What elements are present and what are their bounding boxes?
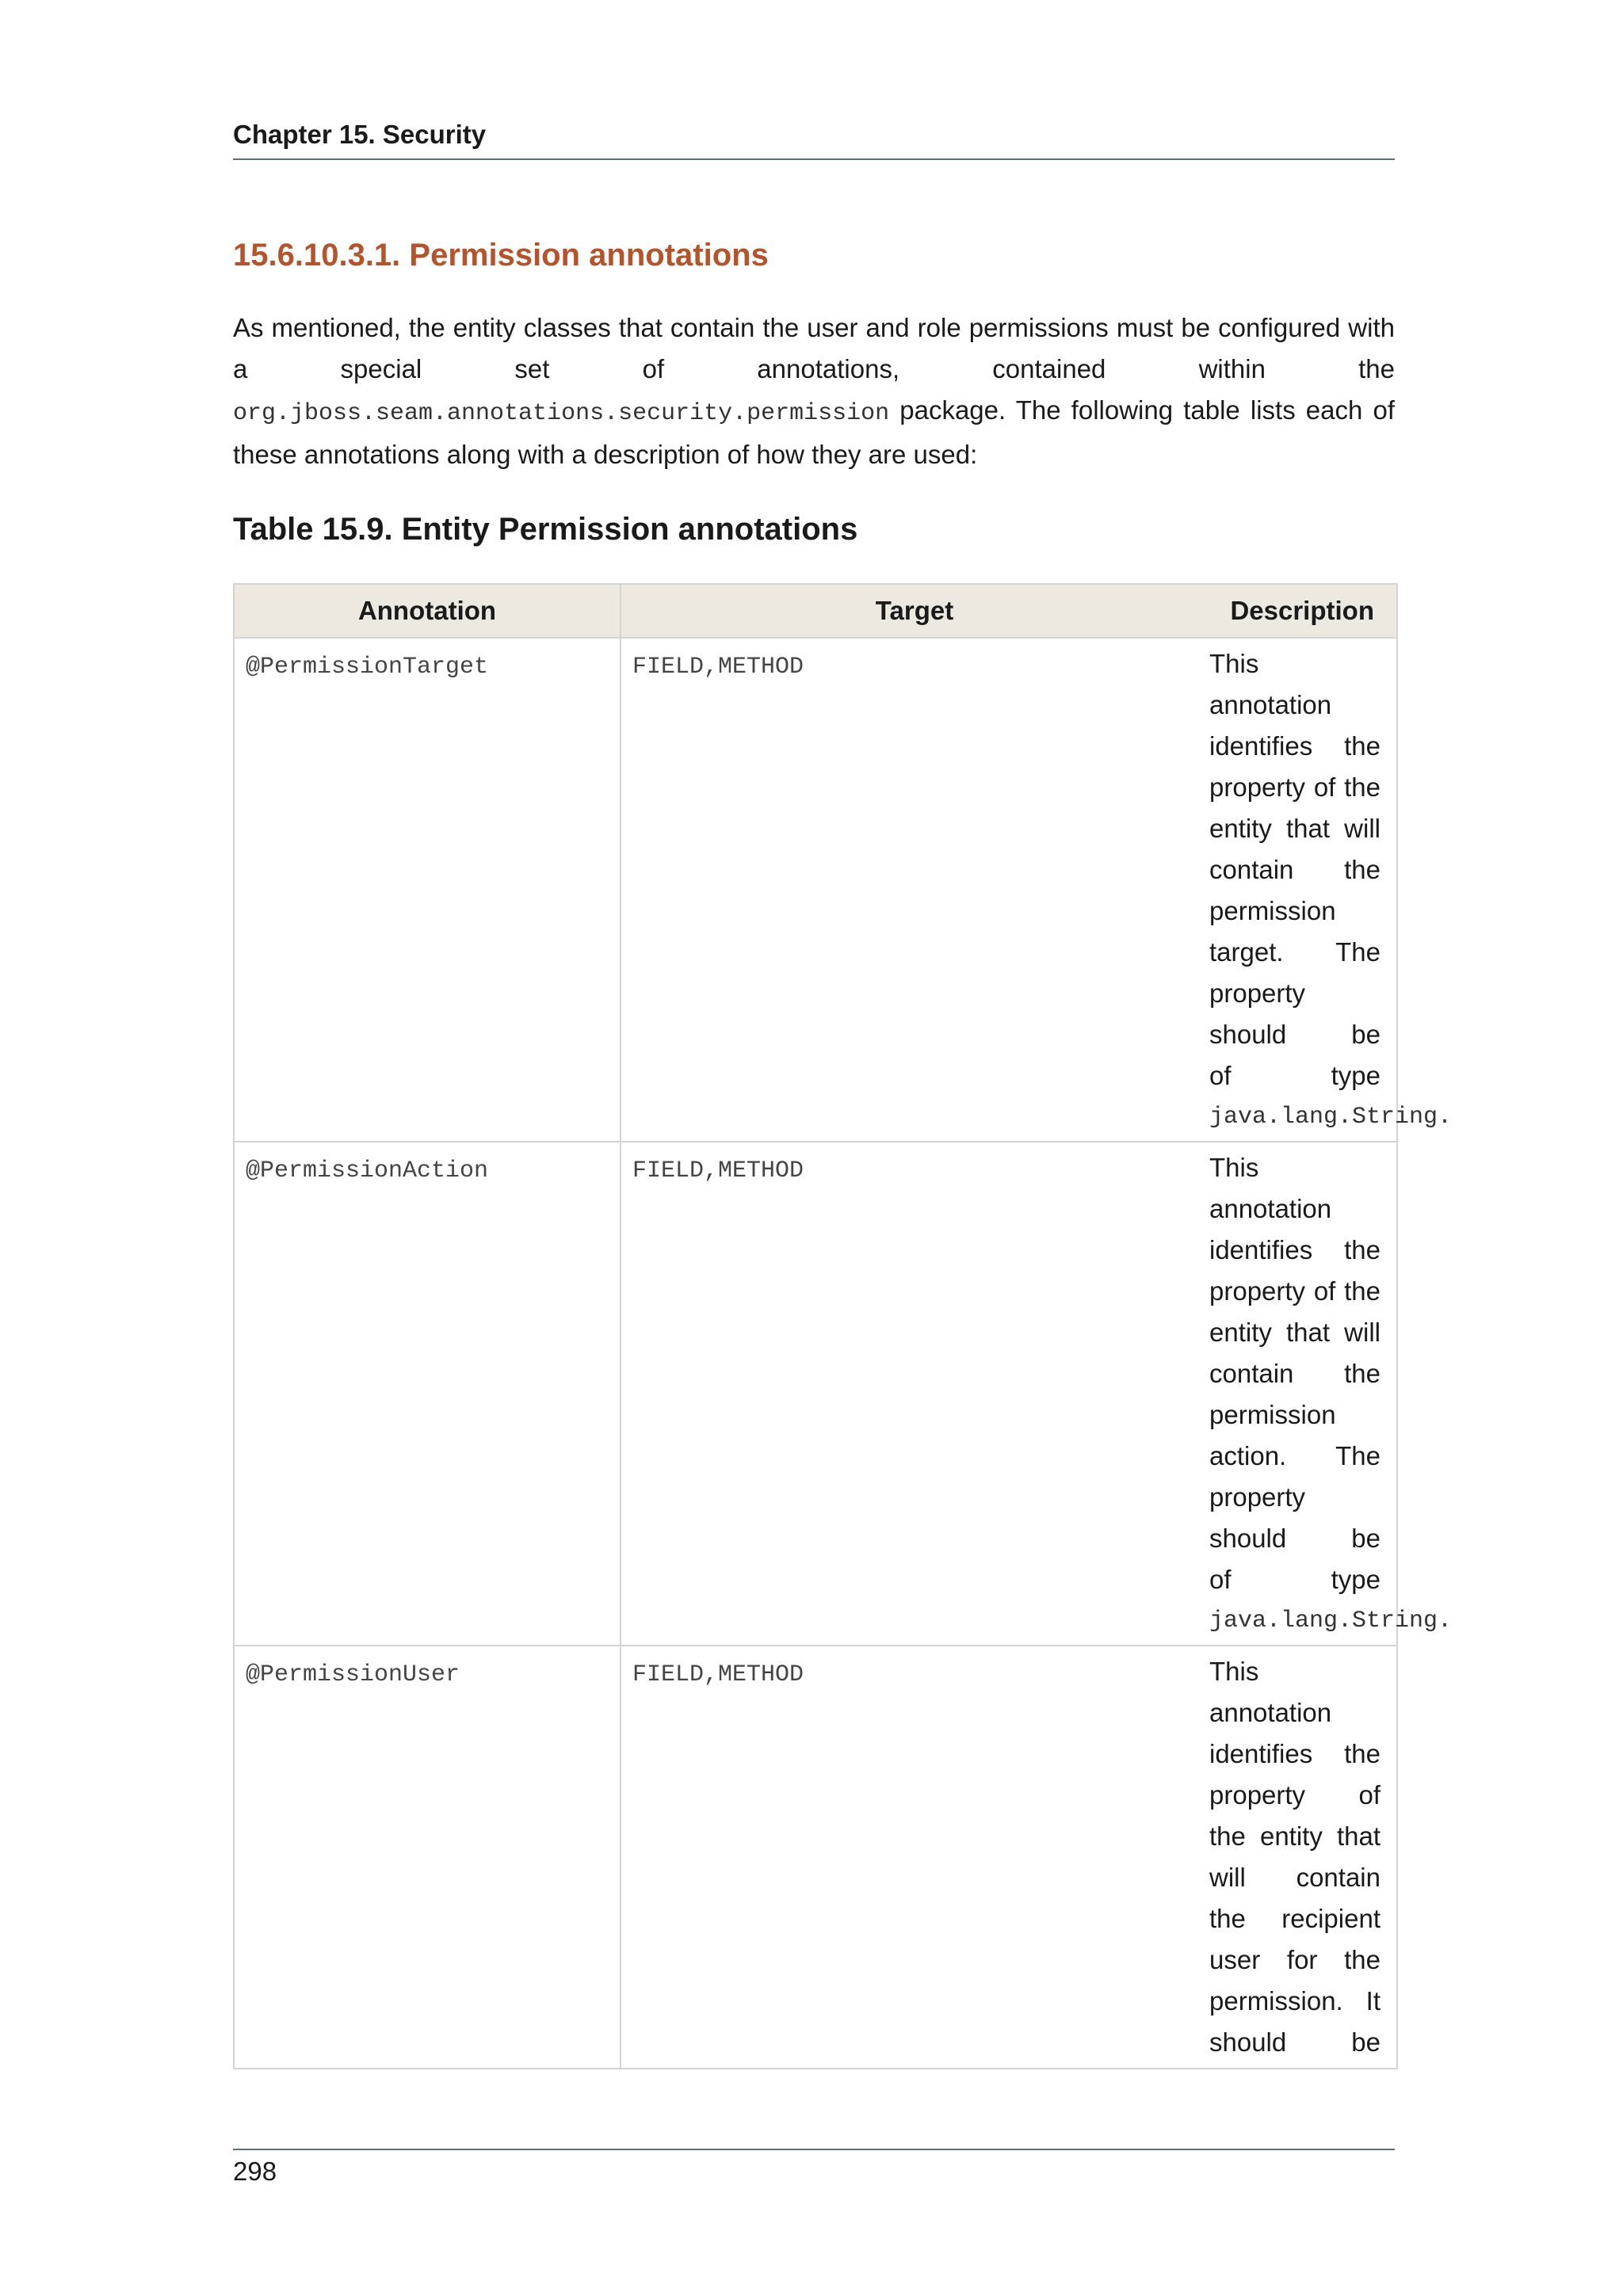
description-line: permission. It <box>1209 1986 1381 2016</box>
footer-rule <box>233 2149 1395 2150</box>
header-target-cell <box>621 584 1397 638</box>
intro-text-after: package. The following table lists each of these annotations along with a description of how they are used: <box>233 395 1395 469</box>
description-line: property <box>1209 1482 1306 1512</box>
description-line: property <box>1209 978 1306 1008</box>
description-line: contain the <box>1209 855 1381 884</box>
description-code: java.lang.String. <box>1209 1104 1453 1131</box>
table-caption: Table 15.9. Entity Permission annotations <box>233 512 858 547</box>
description-line: property of the <box>1209 1276 1381 1306</box>
description-line: should be <box>1209 1020 1381 1049</box>
description-code: java.lang.String. <box>1209 1608 1453 1634</box>
package-name: org.jboss.seam.annotations.security.permission <box>233 400 890 427</box>
annotation-cell <box>234 1646 621 2069</box>
page-number: 298 <box>233 2157 277 2186</box>
target-cell <box>621 1142 1453 1646</box>
description-line: This <box>1209 1657 1259 1686</box>
description-line: permission <box>1209 896 1336 925</box>
annotation-name: @PermissionTarget <box>246 654 489 681</box>
description-line: target. The <box>1209 937 1381 967</box>
target-value: FIELD,METHOD <box>632 1158 804 1184</box>
description-line: entity that will <box>1209 1318 1381 1347</box>
annotation-cell <box>234 1142 621 1646</box>
description-line: This <box>1209 1153 1259 1182</box>
description-line: identifies the <box>1209 731 1381 761</box>
target-value: FIELD,METHOD <box>632 1661 804 1688</box>
description-line: should be <box>1209 1524 1381 1553</box>
header-target: Target <box>875 596 954 625</box>
target-value: FIELD,METHOD <box>632 654 804 681</box>
table-row <box>234 638 1397 1142</box>
description-line: annotation <box>1209 1194 1332 1223</box>
intro-text-before: As mentioned, the entity classes that contain the user and role permissions must be configured with a special set of annotations, contained within the <box>233 313 1395 383</box>
description-line: permission <box>1209 1400 1336 1429</box>
description-line: identifies the <box>1209 1739 1381 1768</box>
description-text <box>1209 643 1453 1138</box>
annotation-cell <box>234 638 621 1142</box>
description-line: user for the <box>1209 1945 1381 1974</box>
description-line: should be <box>1209 2027 1381 2057</box>
target-cell <box>621 1646 1397 2069</box>
description-text <box>1209 1651 1381 2063</box>
description-line: property of the <box>1209 772 1381 802</box>
intro-paragraph <box>233 307 1395 475</box>
annotation-name: @PermissionAction <box>246 1158 489 1184</box>
description-line: of type <box>1209 1061 1381 1090</box>
description-line: the entity that <box>1209 1821 1381 1851</box>
target-cell <box>621 638 1453 1142</box>
running-head: Chapter 15. Security <box>233 117 1395 160</box>
description-line: entity that will <box>1209 814 1381 843</box>
section-heading: 15.6.10.3.1. Permission annotations <box>233 238 769 273</box>
table-row <box>234 1142 1397 1646</box>
table-header-row <box>234 584 1397 638</box>
description-line: annotation <box>1209 1698 1332 1727</box>
header-description: Description <box>1230 596 1374 625</box>
permission-annotations-table <box>233 583 1453 2069</box>
header-annotation: Annotation <box>234 584 621 638</box>
description-line: action. The <box>1209 1441 1381 1470</box>
description-line: property of <box>1209 1780 1381 1810</box>
description-line: the recipient <box>1209 1904 1381 1933</box>
description-line: will contain <box>1209 1863 1381 1892</box>
description-line: annotation <box>1209 690 1332 719</box>
description-line: This <box>1209 649 1259 678</box>
table-row <box>234 1646 1397 2069</box>
description-line: identifies the <box>1209 1235 1381 1264</box>
annotation-name: @PermissionUser <box>246 1661 460 1688</box>
description-line: contain the <box>1209 1359 1381 1388</box>
description-line: of type <box>1209 1565 1381 1594</box>
description-text <box>1209 1147 1453 1642</box>
